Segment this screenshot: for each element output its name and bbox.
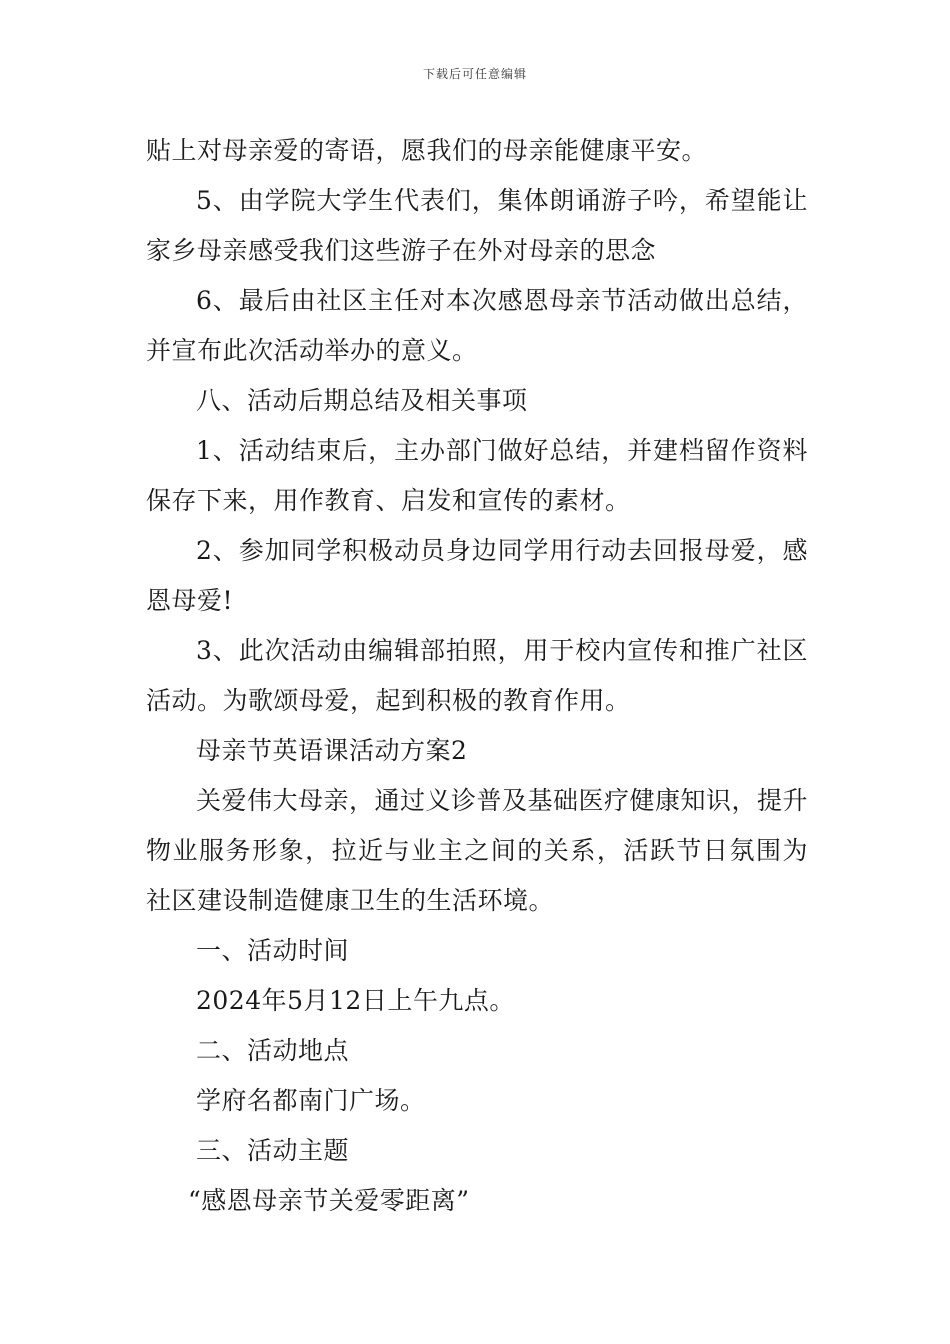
section-heading-location: 二、活动地点: [196, 1036, 350, 1065]
paragraph-summary-1: 1、活动结束后，主办部门做好总结，并建档留作资料保存下来，用作教育、启发和宣传的素材。: [146, 436, 808, 515]
paragraph-item-6: 6、最后由社区主任对本次感恩母亲节活动做出总结，并宣布此次活动举办的意义。: [146, 286, 808, 365]
activity-time-value: 2024年5月12日上午九点。: [196, 986, 515, 1015]
paragraph-summary-3: 3、此次活动由编辑部拍照，用于校内宣传和推广社区活动。为歌颂母爱，起到积极的教育作用。: [146, 636, 808, 715]
document-body: [146, 126, 808, 1226]
section-heading-8: 八、活动后期总结及相关事项: [196, 386, 528, 415]
paragraph-summary-2: 2、参加同学积极动员身边同学用行动去回报母爱，感恩母爱!: [146, 536, 808, 615]
section-heading-time: 一、活动时间: [196, 936, 350, 965]
activity-theme-value: “感恩母亲节关爱零距离”: [188, 1186, 470, 1215]
paragraph-item-5: 5、由学院大学生代表们，集体朗诵游子吟，希望能让家乡母亲感受我们这些游子在外对母亲的思念: [146, 186, 808, 265]
plan-intro-paragraph: 关爱伟大母亲，通过义诊普及基础医疗健康知识，提升物业服务形象，拉近与业主之间的关系，活跃节日氛围为社区建设制造健康卫生的生活环境。: [146, 786, 809, 915]
section-heading-theme: 三、活动主题: [196, 1136, 350, 1165]
page-header-note: 下载后可任意编辑: [422, 67, 527, 81]
activity-location-value: 学府名都南门广场。: [196, 1086, 426, 1115]
plan-title: 母亲节英语课活动方案2: [196, 736, 468, 765]
paragraph-continuation: 贴上对母亲爱的寄语，愿我们的母亲能健康平安。: [146, 136, 708, 165]
